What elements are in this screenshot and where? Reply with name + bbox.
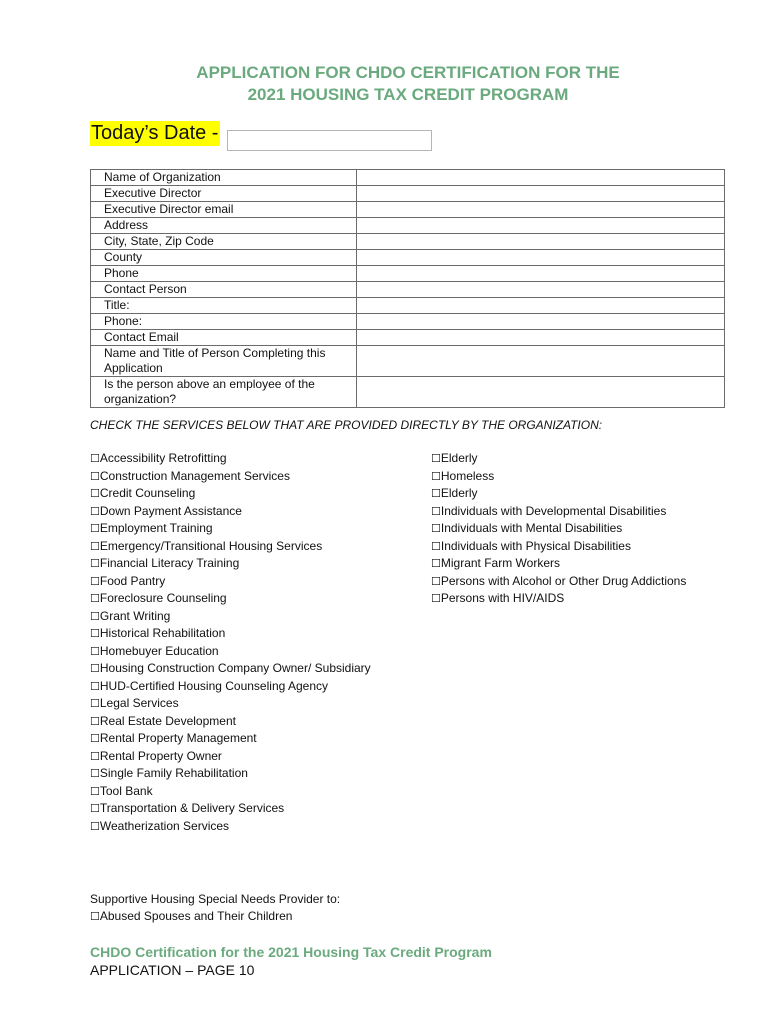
checkbox-icon[interactable]: ☐ — [431, 574, 441, 588]
special-needs-heading: Supportive Housing Special Needs Provider to: — [90, 892, 341, 906]
service-checkbox-item[interactable] — [90, 660, 390, 678]
info-row-value-field[interactable] — [356, 170, 724, 186]
checkbox-icon[interactable]: ☐ — [431, 487, 441, 500]
service-checkbox-item[interactable] — [90, 608, 390, 626]
special-needs-checkbox-item[interactable] — [90, 908, 292, 926]
service-label: Emergency/Transitional Housing Services — [99, 538, 323, 553]
info-row-label: Contact Email — [91, 330, 357, 346]
info-row — [91, 234, 725, 250]
service-label: Persons with HIV/AIDS — [440, 591, 565, 605]
info-row-label: County — [91, 250, 357, 266]
service-label: Elderly — [440, 451, 478, 465]
checkbox-icon[interactable]: ☐ — [90, 574, 100, 588]
service-checkbox-item[interactable] — [90, 450, 390, 468]
info-row-value-field[interactable] — [356, 282, 724, 298]
service-checkbox-item[interactable] — [431, 503, 731, 521]
footer-page-number: APPLICATION – PAGE 10 — [90, 962, 255, 978]
checkbox-icon[interactable]: ☐ — [90, 697, 100, 710]
info-row — [91, 314, 725, 330]
checkbox-icon[interactable]: ☐ — [90, 732, 100, 745]
info-row-label: Executive Director email — [91, 202, 357, 218]
service-checkbox-item[interactable] — [431, 538, 731, 556]
service-label: Homeless — [440, 468, 495, 483]
service-label: Tool Bank — [99, 783, 153, 798]
info-row-value-field[interactable] — [356, 314, 724, 330]
services-list-left — [90, 450, 390, 835]
service-label: Single Family Rehabilitation — [99, 766, 248, 780]
todays-date-input[interactable] — [227, 130, 432, 151]
service-checkbox-item[interactable] — [90, 765, 390, 783]
service-checkbox-item[interactable] — [90, 573, 390, 591]
organization-info-table — [90, 169, 725, 408]
info-row-value-field[interactable] — [356, 330, 724, 346]
checkbox-icon[interactable]: ☐ — [90, 592, 100, 605]
service-label: Elderly — [440, 486, 478, 500]
checkbox-icon[interactable]: ☐ — [90, 539, 100, 553]
service-label: Financial Literacy Training — [99, 556, 240, 570]
service-checkbox-item[interactable] — [90, 555, 390, 573]
checkbox-icon[interactable]: ☐ — [90, 662, 100, 675]
checkbox-icon[interactable]: ☐ — [90, 504, 100, 518]
checkbox-icon[interactable]: ☐ — [431, 452, 441, 465]
checkbox-icon[interactable]: ☐ — [431, 592, 441, 605]
info-row-label: Title: — [91, 298, 357, 314]
info-row-value-field[interactable] — [356, 234, 724, 250]
info-row-label: City, State, Zip Code — [91, 234, 357, 250]
checkbox-icon[interactable]: ☐ — [90, 819, 100, 833]
service-checkbox-item[interactable] — [90, 590, 390, 608]
checkbox-icon[interactable]: ☐ — [431, 469, 441, 483]
special-needs-label: Abused Spouses and Their Children — [99, 909, 293, 923]
info-row-value-field[interactable] — [356, 298, 724, 314]
service-checkbox-item[interactable] — [90, 695, 390, 713]
service-checkbox-item[interactable] — [90, 468, 390, 486]
service-label: Individuals with Physical Disabilities — [440, 538, 631, 553]
info-row-value-field[interactable] — [356, 218, 724, 234]
service-label: Down Payment Assistance — [99, 503, 242, 518]
info-row — [91, 218, 725, 234]
service-checkbox-item[interactable] — [90, 748, 390, 766]
checkbox-icon[interactable]: ☐ — [90, 679, 100, 693]
service-label: Employment Training — [99, 521, 213, 535]
service-label: Accessibility Retrofitting — [99, 451, 227, 465]
service-label: Construction Management Services — [99, 468, 290, 483]
checkbox-icon[interactable]: ☐ — [90, 714, 100, 728]
checkbox-icon[interactable]: ☐ — [90, 767, 100, 780]
service-checkbox-item[interactable] — [431, 573, 731, 591]
info-row — [91, 170, 725, 186]
page-title-line-2: 2021 HOUSING TAX CREDIT PROGRAM — [247, 85, 569, 104]
service-checkbox-item[interactable] — [431, 485, 731, 503]
info-row-label: Name and Title of Person Completing this Application — [91, 346, 357, 377]
info-row — [91, 186, 725, 202]
checkbox-icon[interactable]: ☐ — [90, 452, 100, 465]
service-checkbox-item[interactable] — [90, 713, 390, 731]
info-row-value-field[interactable] — [356, 346, 724, 377]
info-row-value-field[interactable] — [356, 377, 724, 408]
info-row — [91, 282, 725, 298]
checkbox-icon[interactable]: ☐ — [90, 784, 100, 798]
info-row — [91, 202, 725, 218]
page-title-line-1: APPLICATION FOR CHDO CERTIFICATION FOR THE — [196, 63, 620, 82]
info-row-label: Phone — [91, 266, 357, 282]
service-label: Migrant Farm Workers — [440, 556, 561, 570]
service-label: Food Pantry — [99, 573, 166, 588]
checkbox-icon[interactable]: ☐ — [90, 749, 100, 763]
info-row-label: Executive Director — [91, 186, 357, 202]
checkbox-icon[interactable]: ☐ — [431, 539, 441, 553]
service-label: Legal Services — [99, 696, 179, 710]
info-row-value-field[interactable] — [356, 250, 724, 266]
checkbox-icon[interactable]: ☐ — [90, 557, 100, 570]
service-label: Persons with Alcohol or Other Drug Addictions — [440, 573, 687, 588]
service-checkbox-item[interactable] — [90, 800, 390, 818]
services-list-right — [431, 450, 731, 608]
service-checkbox-item[interactable] — [431, 520, 731, 538]
service-checkbox-item[interactable] — [90, 730, 390, 748]
service-checkbox-item[interactable] — [431, 468, 731, 486]
service-checkbox-item[interactable] — [90, 643, 390, 661]
info-row — [91, 250, 725, 266]
checkbox-icon[interactable]: ☐ — [90, 644, 100, 658]
service-checkbox-item[interactable] — [90, 678, 390, 696]
service-label: Historical Rehabilitation — [99, 626, 226, 640]
service-label: Individuals with Developmental Disabilities — [440, 503, 667, 518]
checkbox-icon[interactable]: ☐ — [431, 557, 441, 570]
services-heading: CHECK THE SERVICES BELOW THAT ARE PROVIDED DIRECTLY BY THE ORGANIZATION: — [90, 418, 603, 432]
service-label: Foreclosure Counseling — [99, 591, 227, 605]
service-label: Grant Writing — [99, 608, 171, 623]
info-row-label: Contact Person — [91, 282, 357, 298]
service-checkbox-item[interactable] — [90, 538, 390, 556]
service-label: Rental Property Management — [99, 731, 257, 745]
service-label: Individuals with Mental Disabilities — [440, 521, 623, 535]
service-checkbox-item[interactable] — [431, 590, 731, 608]
service-label: Homebuyer Education — [99, 643, 219, 658]
info-row — [91, 346, 725, 377]
checkbox-icon[interactable]: ☐ — [90, 802, 100, 815]
service-label: Rental Property Owner — [99, 748, 222, 763]
service-checkbox-item[interactable] — [90, 783, 390, 801]
info-row-label: Name of Organization — [91, 170, 357, 186]
checkbox-icon[interactable]: ☐ — [90, 469, 100, 483]
page-title — [90, 62, 726, 106]
checkbox-icon[interactable]: ☐ — [431, 522, 441, 535]
info-row-label: Is the person above an employee of the organization? — [91, 377, 357, 408]
info-row-value-field[interactable] — [356, 186, 724, 202]
service-label: Weatherization Services — [99, 818, 230, 833]
special-needs-list — [90, 908, 292, 926]
info-row-value-field[interactable] — [356, 266, 724, 282]
service-checkbox-item[interactable] — [90, 625, 390, 643]
service-label: Housing Construction Company Owner/ Subsidiary — [99, 661, 371, 675]
checkbox-icon[interactable]: ☐ — [90, 627, 100, 640]
service-label: HUD-Certified Housing Counseling Agency — [99, 678, 328, 693]
checkbox-icon[interactable]: ☐ — [90, 522, 100, 535]
service-checkbox-item[interactable] — [90, 520, 390, 538]
service-checkbox-item[interactable] — [90, 503, 390, 521]
service-checkbox-item[interactable] — [431, 450, 731, 468]
info-row-label: Address — [91, 218, 357, 234]
service-checkbox-item[interactable] — [90, 485, 390, 503]
info-row-label: Phone: — [91, 314, 357, 330]
service-label: Real Estate Development — [99, 713, 236, 728]
info-row — [91, 266, 725, 282]
info-row — [91, 330, 725, 346]
checkbox-icon[interactable]: ☐ — [90, 910, 100, 923]
service-label: Transportation & Delivery Services — [99, 801, 285, 815]
service-checkbox-item[interactable] — [431, 555, 731, 573]
service-checkbox-item[interactable] — [90, 818, 390, 836]
todays-date-label: Today’s Date - — [91, 122, 219, 144]
footer-title: CHDO Certification for the 2021 Housing Tax Credit Program — [90, 944, 492, 960]
checkbox-icon[interactable]: ☐ — [90, 487, 100, 500]
info-row — [91, 377, 725, 408]
checkbox-icon[interactable]: ☐ — [90, 609, 100, 623]
service-label: Credit Counseling — [99, 486, 196, 500]
info-row — [91, 298, 725, 314]
checkbox-icon[interactable]: ☐ — [431, 504, 441, 518]
info-row-value-field[interactable] — [356, 202, 724, 218]
